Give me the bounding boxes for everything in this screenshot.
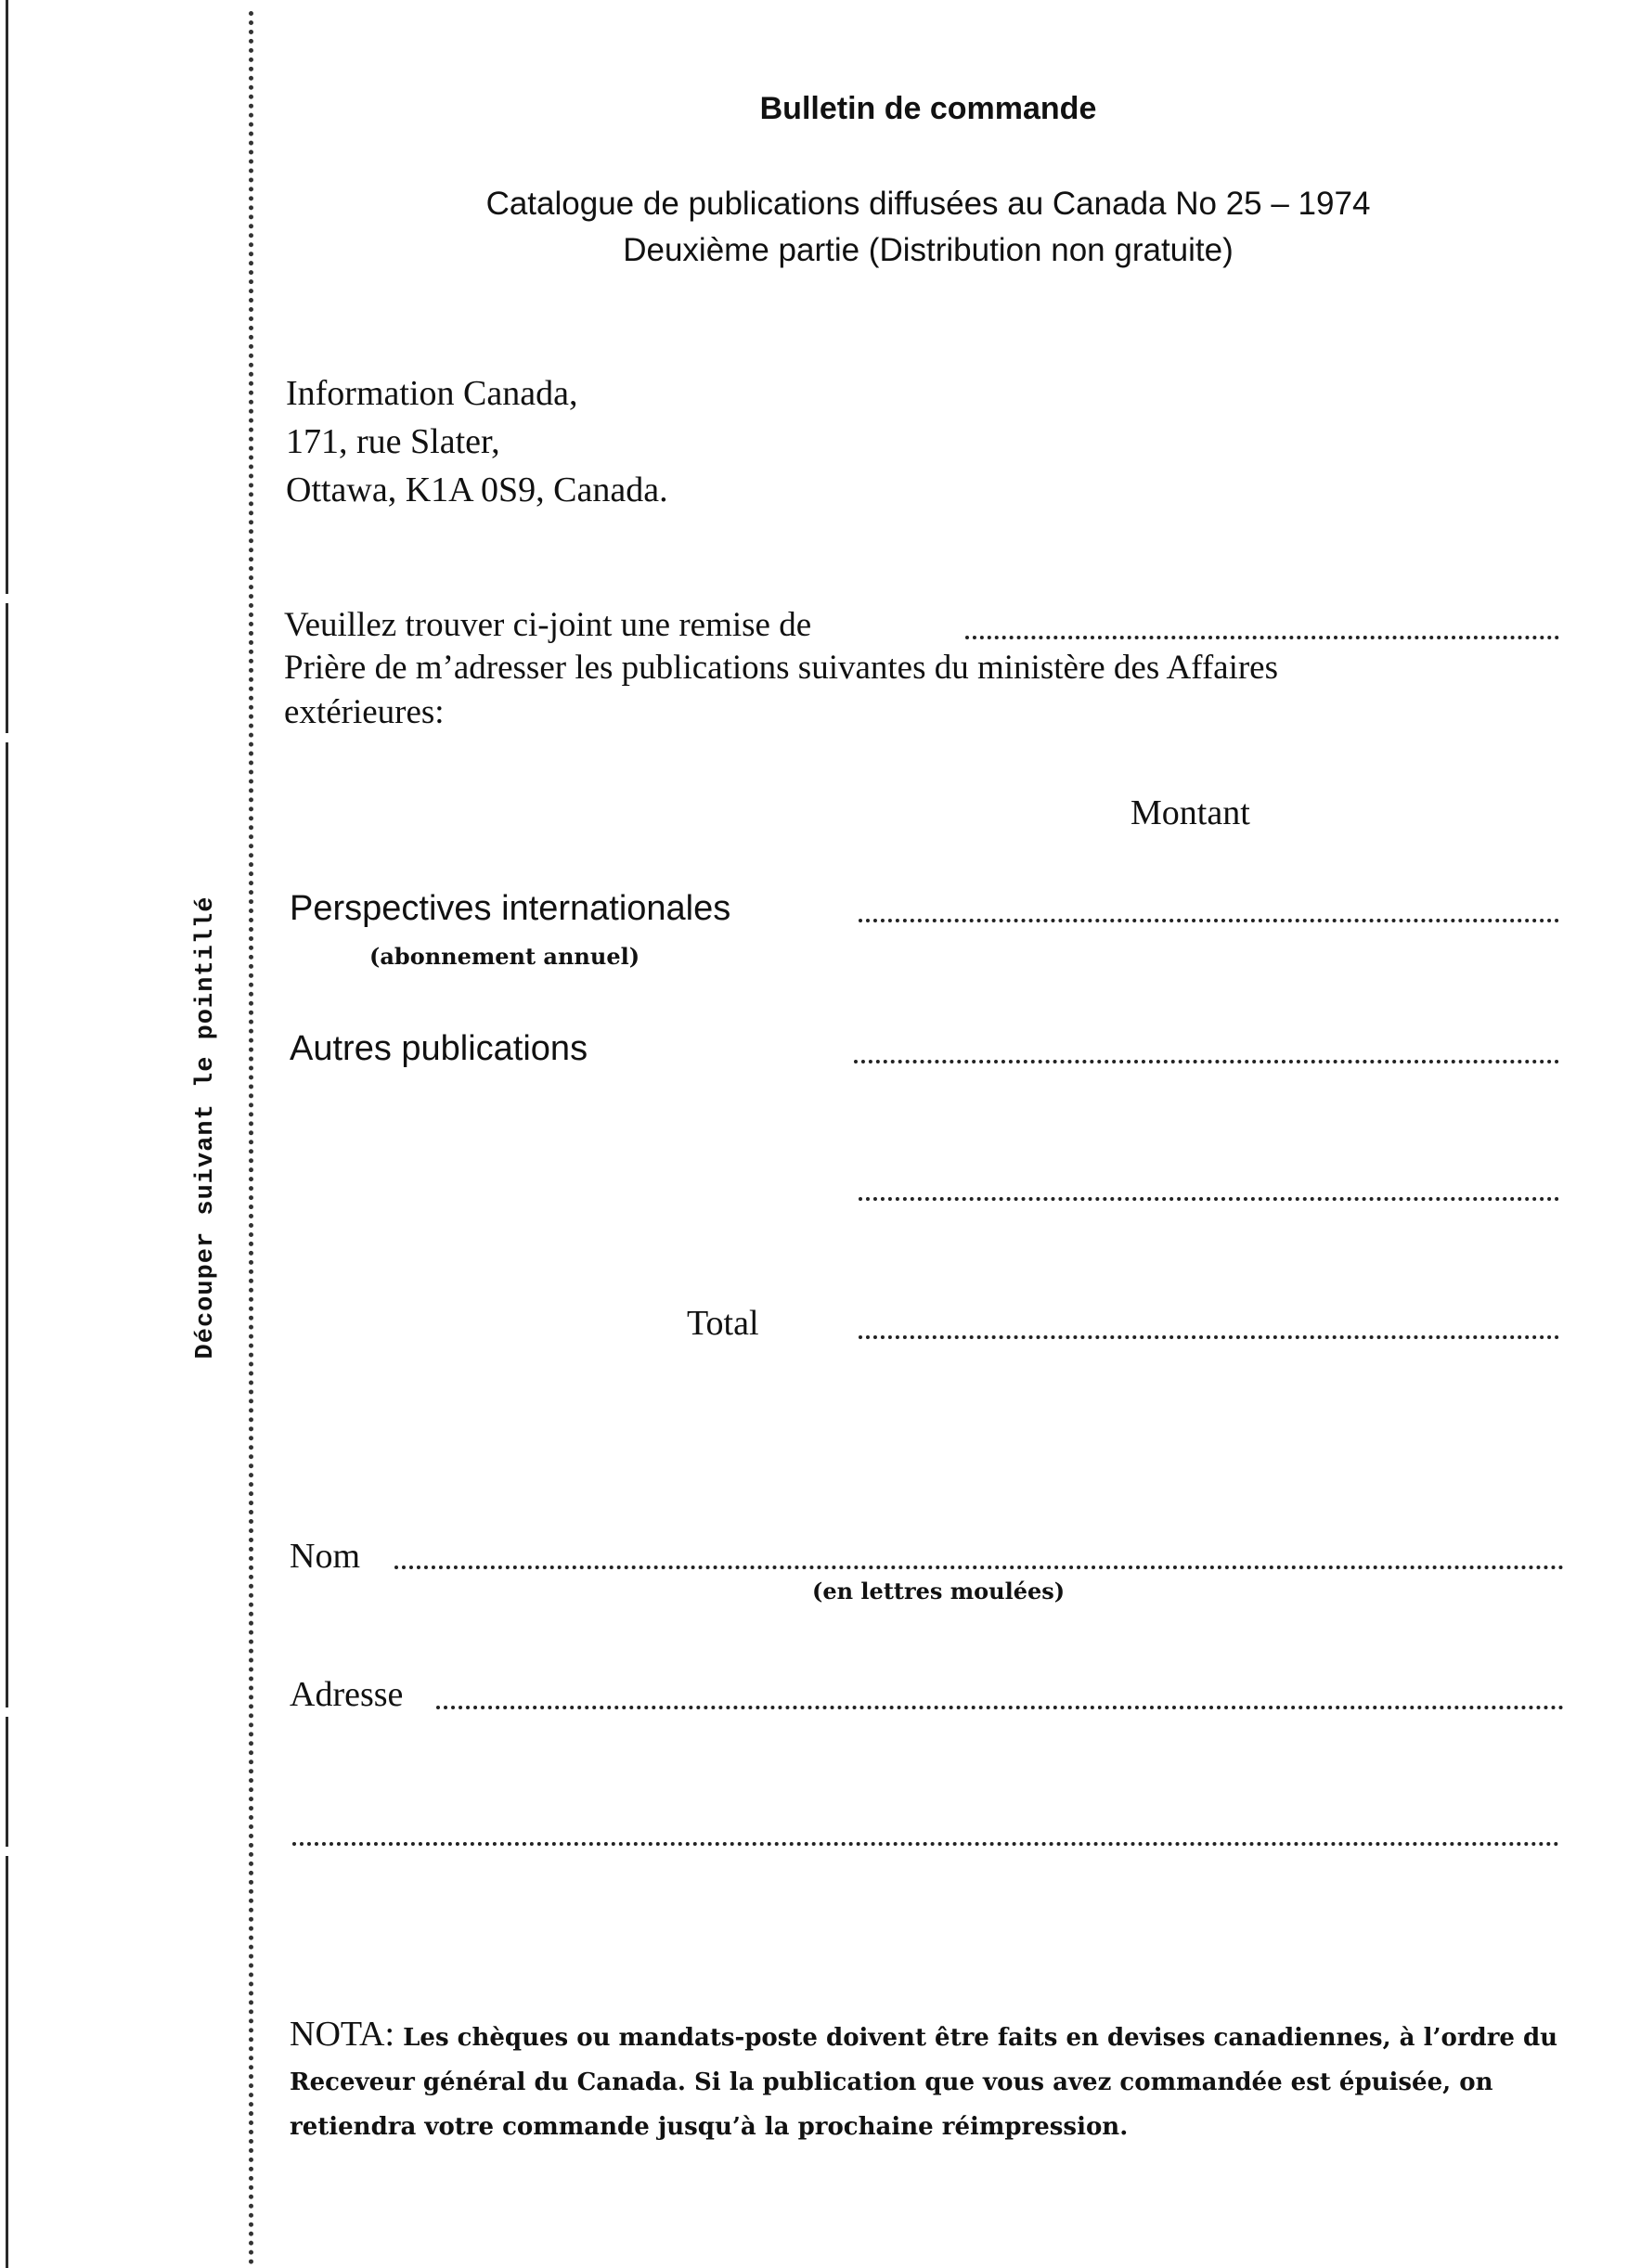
- request-line-2: Prière de m’adresser les publications suivantes du ministère des Affaires: [284, 649, 1278, 687]
- item-perspectives-label: Perspectives internationales: [290, 889, 731, 928]
- page-edge-line: [6, 0, 8, 594]
- catalogue-line: Catalogue de publications diffusées au Canada No 25 – 1974: [485, 186, 1371, 222]
- name-note: (en lettres moulées): [812, 1578, 1066, 1604]
- address-line-2: 171, rue Slater,: [286, 422, 500, 461]
- nota-text: Les chèques ou mandats-poste doivent être faits en devises canadiennes, à l’ordre du Receveur général du Canada. Si la publication que vous avez commandée est épuisée, on retiendra votre commande jusqu’à la prochaine réimpression.: [290, 2024, 1558, 2141]
- amount-field-other-1[interactable]: [854, 1060, 1559, 1063]
- remittance-field[interactable]: [965, 636, 1559, 639]
- amount-field-other-2[interactable]: [859, 1197, 1559, 1201]
- remittance-label: Veuillez trouver ci-joint une remise de: [284, 606, 812, 644]
- page-edge-line: [6, 742, 8, 1707]
- cut-instruction: Découper suivant le pointillé: [192, 896, 220, 1360]
- total-field[interactable]: [859, 1335, 1559, 1339]
- page-edge-line: [6, 1856, 8, 2268]
- nota-heading: NOTA:: [290, 2015, 395, 2054]
- address-label: Adresse: [290, 1675, 404, 1714]
- address-field-2[interactable]: [292, 1842, 1559, 1846]
- total-label: Total: [687, 1304, 759, 1343]
- nota-paragraph: [290, 2012, 1570, 2149]
- request-line-3: extérieures:: [284, 693, 445, 731]
- address-line-3: Ottawa, K1A 0S9, Canada.: [286, 470, 668, 509]
- page-edge-line: [6, 1717, 8, 1847]
- form-title: Bulletin de commande: [759, 91, 1097, 126]
- amount-field-perspectives[interactable]: [859, 919, 1559, 922]
- address-field-1[interactable]: [436, 1706, 1564, 1709]
- item-perspectives-note: (abonnement annuel): [369, 943, 640, 970]
- item-other-label: Autres publications: [290, 1029, 588, 1068]
- cut-dotted-line: [249, 11, 253, 2266]
- amount-header: Montant: [1131, 793, 1250, 832]
- address-line-1: Information Canada,: [286, 374, 578, 413]
- part-line: Deuxième partie (Distribution non gratuite): [623, 232, 1234, 268]
- name-field[interactable]: [394, 1566, 1564, 1569]
- name-label: Nom: [290, 1537, 360, 1576]
- page-edge-line: [6, 603, 8, 733]
